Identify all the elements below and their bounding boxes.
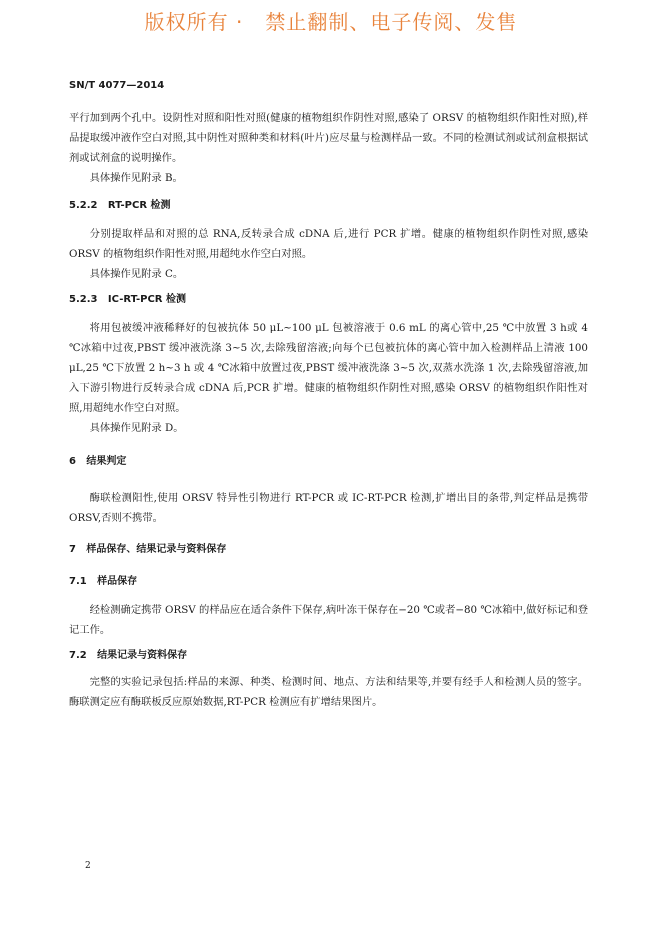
paragraph-appendix-b: 具体操作见附录 B。: [89, 172, 183, 184]
paragraph-appendix-d: 具体操作见附录 D。: [89, 422, 184, 434]
copyright-watermark: 版权所有 · 禁止翻制、电子传阅、发售: [144, 10, 518, 34]
paragraph-sample-storage: 经检测确定携带 ORSV 的样品应在适合条件下保存,病叶冻干保存在−20 ℃或者−80 ℃冰箱中,做好标记和登记工作。: [69, 604, 588, 636]
document-id: SN/T 4077—2014: [69, 80, 165, 91]
section-heading-5-2-2: 5.2.2 RT-PCR 检测: [69, 200, 171, 211]
paragraph-result-judgement: 酶联检测阳性,使用 ORSV 特异性引物进行 RT-PCR 或 IC-RT-PCR 检测,扩增出目的条带,判定样品是携带 ORSV,否则不携带。: [69, 492, 588, 524]
section-heading-7-1: 7.1 样品保存: [69, 576, 138, 587]
paragraph-record-keeping: 完整的实验记录包括:样品的来源、种类、检测时间、地点、方法和结果等,并要有经手人和检测人员的签字。酶联测定应有酶联板反应原始数据,RT-PCR 检测应有扩增结果图片。: [69, 676, 588, 708]
section-heading-5-2-3: 5.2.3 IC-RT-PCR 检测: [69, 294, 186, 305]
section-heading-6: 6 结果判定: [69, 456, 127, 467]
section-heading-7: 7 样品保存、结果记录与资料保存: [69, 544, 227, 555]
section-heading-7-2: 7.2 结果记录与资料保存: [69, 650, 188, 661]
paragraph-appendix-c: 具体操作见附录 C。: [89, 268, 184, 280]
page-number: 2: [85, 861, 91, 871]
paragraph-ic-rt-pcr: 将用包被缓冲液稀释好的包被抗体 50 μL~100 μL 包被溶液于 0.6 mL 的离心管中,25 ℃中放置 3 h或 4 ℃冰箱中过夜,PBST 缓冲液洗涤 3~5 次,去除残留溶液;向每个已包被抗体的离心管中加入检测样品上清液 100 μL,25 ℃下放置 2 h~3 h 或 4 ℃冰箱中放置过夜,PBST 缓冲液洗涤 3~5 次,双蒸水洗涤 1 次,去除残留溶液,加入下游引物进行反转录合成 cDNA 后,PCR 扩增。健康的植物组织作阴性对照,感染 ORSV 的植物组织作阳性对照,用超纯水作空白对照。: [69, 322, 588, 414]
page-body: [69, 108, 588, 712]
paragraph-controls: 平行加到两个孔中。设阴性对照和阳性对照(健康的植物组织作阴性对照,感染了 ORSV 的植物组织作阳性对照),样品提取缓冲液作空白对照,其中阴性对照种类和材料(叶片)应尽量与检测样品一致。不同的检测试剂或试剂盒根据试剂或试剂盒的说明操作。: [69, 112, 588, 164]
paragraph-rt-pcr: 分别提取样品和对照的总 RNA,反转录合成 cDNA 后,进行 PCR 扩增。健康的植物组织作阴性对照,感染 ORSV 的植物组织作阳性对照,用超纯水作空白对照。: [69, 228, 588, 260]
